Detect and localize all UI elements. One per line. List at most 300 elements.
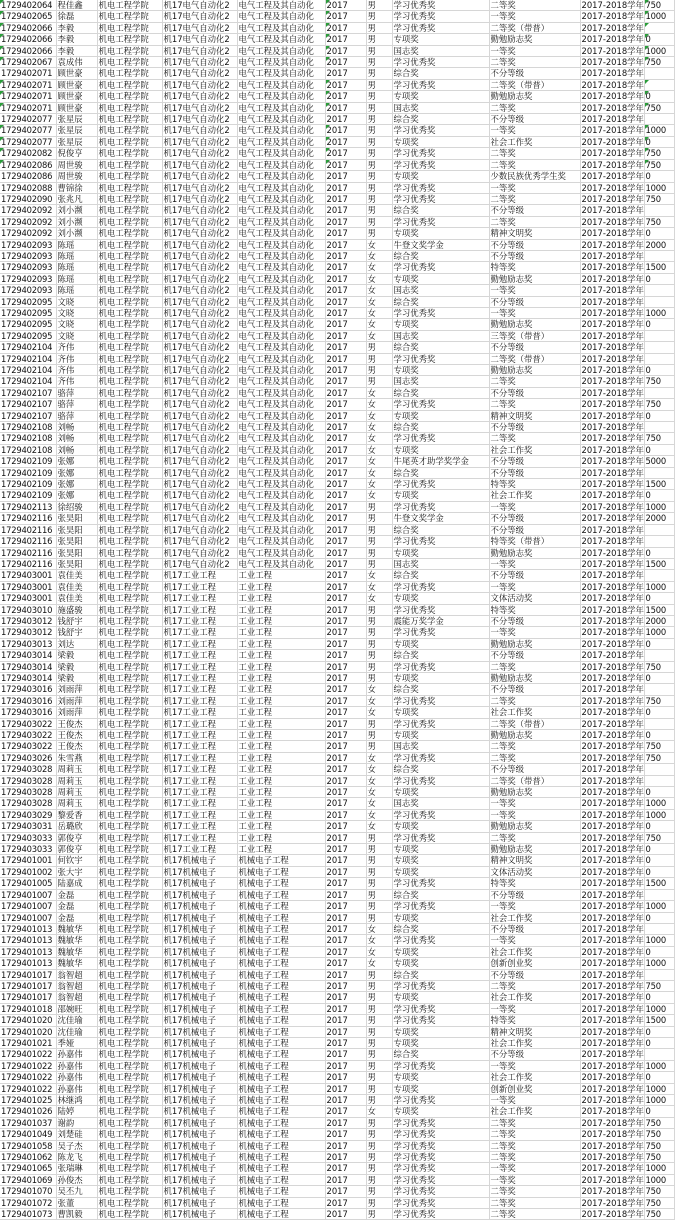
cell-academic-year[interactable]: 2017-2018学年 xyxy=(581,1140,644,1151)
cell-class[interactable]: 机17电气自动化2 xyxy=(162,307,237,318)
cell-award-level[interactable]: 勤勉励志奖 xyxy=(489,821,580,832)
cell-academic-year[interactable]: 2017-2018学年 xyxy=(581,901,644,912)
cell-grade-year[interactable]: 2017 xyxy=(325,399,366,410)
cell-gender[interactable]: 男 xyxy=(366,866,392,877)
cell-student-id[interactable]: 1729402108 xyxy=(0,433,56,444)
cell-gender[interactable]: 女 xyxy=(366,239,392,250)
cell-student-name[interactable]: 袁佳美 xyxy=(56,593,97,604)
cell-major[interactable]: 机械电子工程 xyxy=(237,1152,325,1163)
cell-class[interactable]: 机17电气自动化2 xyxy=(162,536,237,547)
cell-college[interactable]: 机电工程学院 xyxy=(97,570,162,581)
cell-award-type[interactable]: 震能万奖学金 xyxy=(392,615,489,626)
cell-college[interactable]: 机电工程学院 xyxy=(97,969,162,980)
cell-award-type[interactable]: 学习优秀奖 xyxy=(392,79,489,90)
cell-class[interactable]: 机17电气自动化2 xyxy=(162,433,237,444)
cell-award-level[interactable]: 二等奖 xyxy=(489,57,580,68)
cell-amount[interactable]: 0 xyxy=(644,410,674,421)
cell-student-id[interactable]: 1729402116 xyxy=(0,536,56,547)
cell-student-name[interactable]: 吴子杰 xyxy=(56,1140,97,1151)
cell-gender[interactable]: 女 xyxy=(366,433,392,444)
cell-award-level[interactable]: 一等奖 xyxy=(489,1163,580,1174)
cell-gender[interactable]: 女 xyxy=(366,787,392,798)
cell-award-type[interactable]: 综合奖 xyxy=(392,114,489,125)
cell-class[interactable]: 机17电气自动化2 xyxy=(162,148,237,159)
cell-academic-year[interactable]: 2017-2018学年 xyxy=(581,410,644,421)
cell-grade-year[interactable]: 2017 xyxy=(325,1072,366,1083)
cell-student-name[interactable]: 孙嘉伟 xyxy=(56,1083,97,1094)
cell-college[interactable]: 机电工程学院 xyxy=(97,1117,162,1128)
cell-amount[interactable] xyxy=(644,68,674,79)
cell-student-id[interactable]: 1729401022 xyxy=(0,1060,56,1071)
cell-grade-year[interactable]: 2017 xyxy=(325,798,366,809)
cell-award-level[interactable]: 社会工作奖 xyxy=(489,1106,580,1117)
cell-class[interactable]: 机17机械电子 xyxy=(162,1197,237,1208)
cell-award-level[interactable]: 精神文明奖 xyxy=(489,1026,580,1037)
cell-award-type[interactable]: 学习优秀奖 xyxy=(392,604,489,615)
cell-student-id[interactable]: 1729402093 xyxy=(0,285,56,296)
cell-college[interactable]: 机电工程学院 xyxy=(97,296,162,307)
cell-grade-year[interactable]: 2017 xyxy=(325,0,366,11)
cell-college[interactable]: 机电工程学院 xyxy=(97,1140,162,1151)
cell-student-name[interactable]: 郭俊亨 xyxy=(56,844,97,855)
cell-major[interactable]: 电气工程及其自动化 xyxy=(237,0,325,11)
cell-academic-year[interactable]: 2017-2018学年 xyxy=(581,159,644,170)
cell-student-id[interactable]: 1729402088 xyxy=(0,182,56,193)
cell-college[interactable]: 机电工程学院 xyxy=(97,1129,162,1140)
cell-grade-year[interactable]: 2017 xyxy=(325,741,366,752)
cell-student-id[interactable]: 1729401069 xyxy=(0,1174,56,1185)
cell-student-id[interactable]: 1729402113 xyxy=(0,501,56,512)
cell-amount[interactable]: 1000 xyxy=(644,182,674,193)
cell-major[interactable]: 工业工程 xyxy=(237,672,325,683)
cell-academic-year[interactable]: 2017-2018学年 xyxy=(581,1209,644,1220)
cell-gender[interactable]: 男 xyxy=(366,102,392,113)
cell-student-id[interactable]: 1729402093 xyxy=(0,250,56,261)
cell-student-name[interactable]: 钱舒宇 xyxy=(56,627,97,638)
cell-class[interactable]: 机17电气自动化2 xyxy=(162,365,237,376)
cell-major[interactable]: 电气工程及其自动化 xyxy=(237,182,325,193)
cell-class[interactable]: 机17工业工程 xyxy=(162,764,237,775)
cell-amount[interactable] xyxy=(644,250,674,261)
cell-award-level[interactable]: 二等奖 xyxy=(489,0,580,11)
cell-student-id[interactable]: 1729402116 xyxy=(0,547,56,558)
cell-award-type[interactable]: 专项奖 xyxy=(392,638,489,649)
cell-college[interactable]: 机电工程学院 xyxy=(97,148,162,159)
cell-student-id[interactable]: 1729401049 xyxy=(0,1129,56,1140)
cell-college[interactable]: 机电工程学院 xyxy=(97,638,162,649)
cell-award-type[interactable]: 专项奖 xyxy=(392,1026,489,1037)
cell-amount[interactable]: 1000 xyxy=(644,809,674,820)
cell-grade-year[interactable]: 2017 xyxy=(325,958,366,969)
cell-award-type[interactable]: 国志奖 xyxy=(392,558,489,569)
cell-academic-year[interactable]: 2017-2018学年 xyxy=(581,1117,644,1128)
cell-academic-year[interactable]: 2017-2018学年 xyxy=(581,1129,644,1140)
cell-college[interactable]: 机电工程学院 xyxy=(97,1083,162,1094)
cell-major[interactable]: 工业工程 xyxy=(237,832,325,843)
cell-college[interactable]: 机电工程学院 xyxy=(97,718,162,729)
cell-student-name[interactable]: 郭俊亨 xyxy=(56,832,97,843)
cell-academic-year[interactable]: 2017-2018学年 xyxy=(581,1174,644,1185)
cell-major[interactable]: 电气工程及其自动化 xyxy=(237,342,325,353)
cell-major[interactable]: 电气工程及其自动化 xyxy=(237,285,325,296)
cell-award-type[interactable]: 学习优秀奖 xyxy=(392,980,489,991)
cell-student-id[interactable]: 1729402109 xyxy=(0,467,56,478)
cell-award-level[interactable]: 不分等级 xyxy=(489,205,580,216)
cell-student-id[interactable]: 1729402107 xyxy=(0,387,56,398)
cell-major[interactable]: 电气工程及其自动化 xyxy=(237,136,325,147)
cell-college[interactable]: 机电工程学院 xyxy=(97,501,162,512)
cell-major[interactable]: 电气工程及其自动化 xyxy=(237,536,325,547)
cell-college[interactable]: 机电工程学院 xyxy=(97,1209,162,1220)
cell-student-id[interactable]: 1729401002 xyxy=(0,866,56,877)
cell-award-type[interactable]: 综合奖 xyxy=(392,1049,489,1060)
cell-class[interactable]: 机17机械电子 xyxy=(162,1026,237,1037)
cell-major[interactable]: 机械电子工程 xyxy=(237,1117,325,1128)
cell-major[interactable]: 机械电子工程 xyxy=(237,935,325,946)
cell-major[interactable]: 工业工程 xyxy=(237,593,325,604)
cell-college[interactable]: 机电工程学院 xyxy=(97,821,162,832)
cell-academic-year[interactable]: 2017-2018学年 xyxy=(581,22,644,33)
cell-gender[interactable]: 男 xyxy=(366,1015,392,1026)
cell-academic-year[interactable]: 2017-2018学年 xyxy=(581,444,644,455)
cell-college[interactable]: 机电工程学院 xyxy=(97,1174,162,1185)
cell-class[interactable]: 机17工业工程 xyxy=(162,570,237,581)
cell-gender[interactable]: 男 xyxy=(366,547,392,558)
cell-student-name[interactable]: 刘畅 xyxy=(56,444,97,455)
cell-student-name[interactable]: 陈瑶 xyxy=(56,273,97,284)
cell-grade-year[interactable]: 2017 xyxy=(325,707,366,718)
cell-academic-year[interactable]: 2017-2018学年 xyxy=(581,376,644,387)
cell-award-level[interactable]: 二等奖 xyxy=(489,1186,580,1197)
cell-amount[interactable]: 0 xyxy=(644,273,674,284)
cell-academic-year[interactable]: 2017-2018学年 xyxy=(581,752,644,763)
cell-major[interactable]: 机械电子工程 xyxy=(237,1129,325,1140)
cell-grade-year[interactable]: 2017 xyxy=(325,228,366,239)
cell-grade-year[interactable]: 2017 xyxy=(325,91,366,102)
cell-college[interactable]: 机电工程学院 xyxy=(97,250,162,261)
cell-major[interactable]: 机械电子工程 xyxy=(237,912,325,923)
cell-student-name[interactable]: 张瑞琳 xyxy=(56,1163,97,1174)
cell-class[interactable]: 机17电气自动化2 xyxy=(162,239,237,250)
cell-amount[interactable] xyxy=(644,467,674,478)
cell-award-level[interactable]: 不分等级 xyxy=(489,615,580,626)
cell-academic-year[interactable]: 2017-2018学年 xyxy=(581,68,644,79)
cell-college[interactable]: 机电工程学院 xyxy=(97,832,162,843)
cell-award-level[interactable]: 二等奖 xyxy=(489,193,580,204)
cell-grade-year[interactable]: 2017 xyxy=(325,581,366,592)
cell-major[interactable]: 机械电子工程 xyxy=(237,1015,325,1026)
cell-award-type[interactable]: 专项奖 xyxy=(392,946,489,957)
cell-college[interactable]: 机电工程学院 xyxy=(97,695,162,706)
cell-major[interactable]: 电气工程及其自动化 xyxy=(237,148,325,159)
cell-award-type[interactable]: 牛登文奖学金 xyxy=(392,513,489,524)
cell-gender[interactable]: 男 xyxy=(366,159,392,170)
cell-amount[interactable]: 750 xyxy=(644,1129,674,1140)
cell-student-name[interactable]: 何钦宇 xyxy=(56,855,97,866)
cell-gender[interactable]: 男 xyxy=(366,1117,392,1128)
cell-gender[interactable]: 男 xyxy=(366,1072,392,1083)
cell-student-id[interactable]: 1729402093 xyxy=(0,273,56,284)
cell-award-level[interactable]: 社会工作奖 xyxy=(489,992,580,1003)
cell-class[interactable]: 机17工业工程 xyxy=(162,787,237,798)
cell-college[interactable]: 机电工程学院 xyxy=(97,68,162,79)
cell-grade-year[interactable]: 2017 xyxy=(325,307,366,318)
cell-award-type[interactable]: 学习优秀奖 xyxy=(392,0,489,11)
cell-gender[interactable]: 女 xyxy=(366,273,392,284)
cell-class[interactable]: 机17机械电子 xyxy=(162,1186,237,1197)
cell-college[interactable]: 机电工程学院 xyxy=(97,1106,162,1117)
cell-class[interactable]: 机17电气自动化2 xyxy=(162,410,237,421)
cell-grade-year[interactable]: 2017 xyxy=(325,878,366,889)
cell-award-level[interactable]: 勤勉励志奖 xyxy=(489,273,580,284)
cell-class[interactable]: 机17电气自动化2 xyxy=(162,250,237,261)
cell-student-name[interactable]: 张昊阳 xyxy=(56,536,97,547)
cell-gender[interactable]: 男 xyxy=(366,901,392,912)
cell-student-name[interactable]: 刘楚硅 xyxy=(56,1129,97,1140)
cell-award-level[interactable]: 社会工作奖 xyxy=(489,946,580,957)
cell-class[interactable]: 机17工业工程 xyxy=(162,581,237,592)
cell-award-type[interactable]: 综合奖 xyxy=(392,764,489,775)
cell-academic-year[interactable]: 2017-2018学年 xyxy=(581,672,644,683)
cell-gender[interactable]: 女 xyxy=(366,695,392,706)
cell-student-id[interactable]: 1729401073 xyxy=(0,1209,56,1220)
cell-amount[interactable]: 1000 xyxy=(644,1060,674,1071)
cell-class[interactable]: 机17工业工程 xyxy=(162,615,237,626)
cell-academic-year[interactable]: 2017-2018学年 xyxy=(581,193,644,204)
cell-student-id[interactable]: 1729401021 xyxy=(0,1037,56,1048)
cell-student-id[interactable]: 1729402104 xyxy=(0,365,56,376)
cell-major[interactable]: 电气工程及其自动化 xyxy=(237,376,325,387)
cell-award-type[interactable]: 学习优秀奖 xyxy=(392,1117,489,1128)
cell-grade-year[interactable]: 2017 xyxy=(325,558,366,569)
cell-major[interactable]: 机械电子工程 xyxy=(237,1026,325,1037)
cell-student-id[interactable]: 1729402093 xyxy=(0,239,56,250)
cell-student-name[interactable]: 曹锦徐 xyxy=(56,182,97,193)
cell-student-id[interactable]: 1729403001 xyxy=(0,570,56,581)
cell-award-level[interactable]: 二等奖 xyxy=(489,216,580,227)
cell-major[interactable]: 工业工程 xyxy=(237,695,325,706)
cell-gender[interactable]: 女 xyxy=(366,798,392,809)
cell-award-level[interactable]: 不分等级 xyxy=(489,68,580,79)
cell-award-level[interactable]: 特等奖 xyxy=(489,878,580,889)
cell-award-level[interactable]: 一等奖 xyxy=(489,125,580,136)
cell-student-name[interactable]: 齐伟 xyxy=(56,353,97,364)
cell-student-id[interactable]: 1729402086 xyxy=(0,171,56,182)
cell-student-id[interactable]: 1729401013 xyxy=(0,958,56,969)
cell-student-name[interactable]: 刘畅 xyxy=(56,433,97,444)
cell-award-type[interactable]: 学习优秀奖 xyxy=(392,1015,489,1026)
cell-major[interactable]: 工业工程 xyxy=(237,775,325,786)
cell-class[interactable]: 机17机械电子 xyxy=(162,866,237,877)
cell-grade-year[interactable]: 2017 xyxy=(325,1003,366,1014)
cell-gender[interactable]: 男 xyxy=(366,718,392,729)
cell-student-name[interactable]: 李毅 xyxy=(56,22,97,33)
cell-amount[interactable]: 1000 xyxy=(644,1003,674,1014)
cell-academic-year[interactable]: 2017-2018学年 xyxy=(581,889,644,900)
cell-award-type[interactable]: 专项奖 xyxy=(392,365,489,376)
cell-class[interactable]: 机17电气自动化2 xyxy=(162,193,237,204)
cell-award-type[interactable]: 学习优秀奖 xyxy=(392,399,489,410)
cell-class[interactable]: 机17机械电子 xyxy=(162,1152,237,1163)
cell-grade-year[interactable]: 2017 xyxy=(325,171,366,182)
cell-award-level[interactable]: 二等奖 xyxy=(489,832,580,843)
cell-academic-year[interactable]: 2017-2018学年 xyxy=(581,992,644,1003)
cell-amount[interactable] xyxy=(644,22,674,33)
cell-student-id[interactable]: 1729401072 xyxy=(0,1197,56,1208)
cell-academic-year[interactable]: 2017-2018学年 xyxy=(581,570,644,581)
cell-grade-year[interactable]: 2017 xyxy=(325,992,366,1003)
cell-college[interactable]: 机电工程学院 xyxy=(97,707,162,718)
cell-class[interactable]: 机17机械电子 xyxy=(162,980,237,991)
cell-academic-year[interactable]: 2017-2018学年 xyxy=(581,935,644,946)
cell-college[interactable]: 机电工程学院 xyxy=(97,650,162,661)
cell-student-name[interactable]: 曹凯毅 xyxy=(56,1209,97,1220)
cell-student-id[interactable]: 1729401022 xyxy=(0,1083,56,1094)
cell-major[interactable]: 工业工程 xyxy=(237,684,325,695)
cell-academic-year[interactable]: 2017-2018学年 xyxy=(581,262,644,273)
cell-college[interactable]: 机电工程学院 xyxy=(97,1197,162,1208)
cell-award-level[interactable]: 一等奖 xyxy=(489,501,580,512)
cell-grade-year[interactable]: 2017 xyxy=(325,821,366,832)
cell-major[interactable]: 电气工程及其自动化 xyxy=(237,102,325,113)
cell-student-id[interactable]: 1729401018 xyxy=(0,1003,56,1014)
cell-academic-year[interactable]: 2017-2018学年 xyxy=(581,1197,644,1208)
cell-major[interactable]: 电气工程及其自动化 xyxy=(237,444,325,455)
cell-academic-year[interactable]: 2017-2018学年 xyxy=(581,638,644,649)
cell-student-name[interactable]: 周世骏 xyxy=(56,159,97,170)
cell-class[interactable]: 机17机械电子 xyxy=(162,912,237,923)
cell-gender[interactable]: 女 xyxy=(366,821,392,832)
cell-major[interactable]: 电气工程及其自动化 xyxy=(237,216,325,227)
cell-grade-year[interactable]: 2017 xyxy=(325,866,366,877)
cell-college[interactable]: 机电工程学院 xyxy=(97,34,162,45)
cell-class[interactable]: 机17工业工程 xyxy=(162,627,237,638)
cell-student-id[interactable]: 1729402082 xyxy=(0,148,56,159)
cell-amount[interactable]: 750 xyxy=(644,0,674,11)
cell-student-name[interactable]: 文晓 xyxy=(56,296,97,307)
cell-class[interactable]: 机17机械电子 xyxy=(162,1083,237,1094)
cell-grade-year[interactable]: 2017 xyxy=(325,444,366,455)
cell-gender[interactable]: 男 xyxy=(366,205,392,216)
cell-amount[interactable]: 0 xyxy=(644,638,674,649)
cell-award-level[interactable]: 二等奖（带普） xyxy=(489,775,580,786)
cell-college[interactable]: 机电工程学院 xyxy=(97,79,162,90)
cell-amount[interactable]: 0 xyxy=(644,34,674,45)
cell-major[interactable]: 电气工程及其自动化 xyxy=(237,205,325,216)
cell-student-id[interactable]: 1729403012 xyxy=(0,627,56,638)
cell-gender[interactable]: 男 xyxy=(366,342,392,353)
cell-grade-year[interactable]: 2017 xyxy=(325,1049,366,1060)
cell-student-name[interactable]: 张昊阳 xyxy=(56,547,97,558)
cell-college[interactable]: 机电工程学院 xyxy=(97,239,162,250)
cell-award-level[interactable]: 二等奖（带普） xyxy=(489,353,580,364)
cell-academic-year[interactable]: 2017-2018学年 xyxy=(581,1037,644,1048)
cell-amount[interactable]: 750 xyxy=(644,399,674,410)
cell-class[interactable]: 机17工业工程 xyxy=(162,809,237,820)
cell-college[interactable]: 机电工程学院 xyxy=(97,91,162,102)
cell-award-level[interactable]: 勤勉励志奖 xyxy=(489,844,580,855)
cell-major[interactable]: 电气工程及其自动化 xyxy=(237,91,325,102)
cell-award-level[interactable]: 勤勉励志奖 xyxy=(489,34,580,45)
cell-student-name[interactable]: 金磊 xyxy=(56,889,97,900)
cell-student-name[interactable]: 刘小濒 xyxy=(56,205,97,216)
cell-college[interactable]: 机电工程学院 xyxy=(97,752,162,763)
cell-student-name[interactable]: 齐伟 xyxy=(56,342,97,353)
cell-gender[interactable]: 男 xyxy=(366,1060,392,1071)
cell-student-id[interactable]: 1729403022 xyxy=(0,718,56,729)
cell-grade-year[interactable]: 2017 xyxy=(325,11,366,22)
cell-major[interactable]: 电气工程及其自动化 xyxy=(237,479,325,490)
cell-grade-year[interactable]: 2017 xyxy=(325,1140,366,1151)
cell-grade-year[interactable]: 2017 xyxy=(325,855,366,866)
cell-academic-year[interactable]: 2017-2018学年 xyxy=(581,878,644,889)
cell-class[interactable]: 机17电气自动化2 xyxy=(162,205,237,216)
cell-major[interactable]: 机械电子工程 xyxy=(237,1095,325,1106)
cell-college[interactable]: 机电工程学院 xyxy=(97,980,162,991)
cell-amount[interactable]: 750 xyxy=(644,980,674,991)
cell-gender[interactable]: 男 xyxy=(366,216,392,227)
cell-gender[interactable]: 女 xyxy=(366,593,392,604)
cell-award-type[interactable]: 专项奖 xyxy=(392,730,489,741)
cell-class[interactable]: 机17机械电子 xyxy=(162,1072,237,1083)
cell-award-level[interactable]: 不分等级 xyxy=(489,923,580,934)
cell-gender[interactable]: 男 xyxy=(366,91,392,102)
cell-student-name[interactable]: 岳璐欣 xyxy=(56,821,97,832)
cell-award-level[interactable]: 精神文明奖 xyxy=(489,228,580,239)
cell-academic-year[interactable]: 2017-2018学年 xyxy=(581,365,644,375)
cell-class[interactable]: 机17机械电子 xyxy=(162,1095,237,1106)
cell-grade-year[interactable]: 2017 xyxy=(325,330,366,341)
cell-college[interactable]: 机电工程学院 xyxy=(97,775,162,786)
cell-award-level[interactable]: 二等奖 xyxy=(489,1197,580,1208)
cell-gender[interactable]: 男 xyxy=(366,1129,392,1140)
cell-award-level[interactable]: 特等奖 xyxy=(489,1015,580,1026)
cell-college[interactable]: 机电工程学院 xyxy=(97,764,162,775)
cell-grade-year[interactable]: 2017 xyxy=(325,524,366,535)
cell-academic-year[interactable]: 2017-2018学年 xyxy=(581,821,644,832)
cell-college[interactable]: 机电工程学院 xyxy=(97,1186,162,1197)
cell-award-type[interactable]: 专项奖 xyxy=(392,228,489,239)
cell-gender[interactable]: 男 xyxy=(366,855,392,866)
cell-academic-year[interactable]: 2017-2018学年 xyxy=(581,798,644,809)
cell-academic-year[interactable]: 2017-2018学年 xyxy=(581,250,644,261)
cell-college[interactable]: 机电工程学院 xyxy=(97,0,162,11)
cell-award-level[interactable]: 精神文明奖 xyxy=(489,410,580,421)
cell-amount[interactable] xyxy=(644,650,674,661)
cell-major[interactable]: 工业工程 xyxy=(237,570,325,581)
cell-gender[interactable]: 女 xyxy=(366,958,392,969)
cell-student-name[interactable]: 王俊杰 xyxy=(56,730,97,741)
cell-gender[interactable]: 男 xyxy=(366,524,392,535)
cell-amount[interactable]: 0 xyxy=(644,1106,674,1117)
cell-student-name[interactable]: 刘小濒 xyxy=(56,228,97,239)
cell-college[interactable]: 机电工程学院 xyxy=(97,866,162,877)
cell-award-type[interactable]: 国志奖 xyxy=(392,45,489,56)
cell-student-name[interactable]: 钱舒宇 xyxy=(56,615,97,626)
cell-major[interactable]: 电气工程及其自动化 xyxy=(237,524,325,535)
cell-student-id[interactable]: 1729402116 xyxy=(0,513,56,524)
cell-student-name[interactable]: 孙嘉伟 xyxy=(56,1049,97,1060)
cell-award-level[interactable]: 二等奖 xyxy=(489,1129,580,1140)
cell-academic-year[interactable]: 2017-2018学年 xyxy=(581,1049,644,1060)
cell-academic-year[interactable]: 2017-2018学年 xyxy=(581,1083,644,1094)
cell-academic-year[interactable]: 2017-2018学年 xyxy=(581,239,644,250)
cell-major[interactable]: 电气工程及其自动化 xyxy=(237,193,325,204)
cell-gender[interactable]: 男 xyxy=(366,501,392,512)
cell-gender[interactable]: 男 xyxy=(366,182,392,193)
cell-grade-year[interactable]: 2017 xyxy=(325,68,366,79)
cell-gender[interactable]: 女 xyxy=(366,775,392,786)
